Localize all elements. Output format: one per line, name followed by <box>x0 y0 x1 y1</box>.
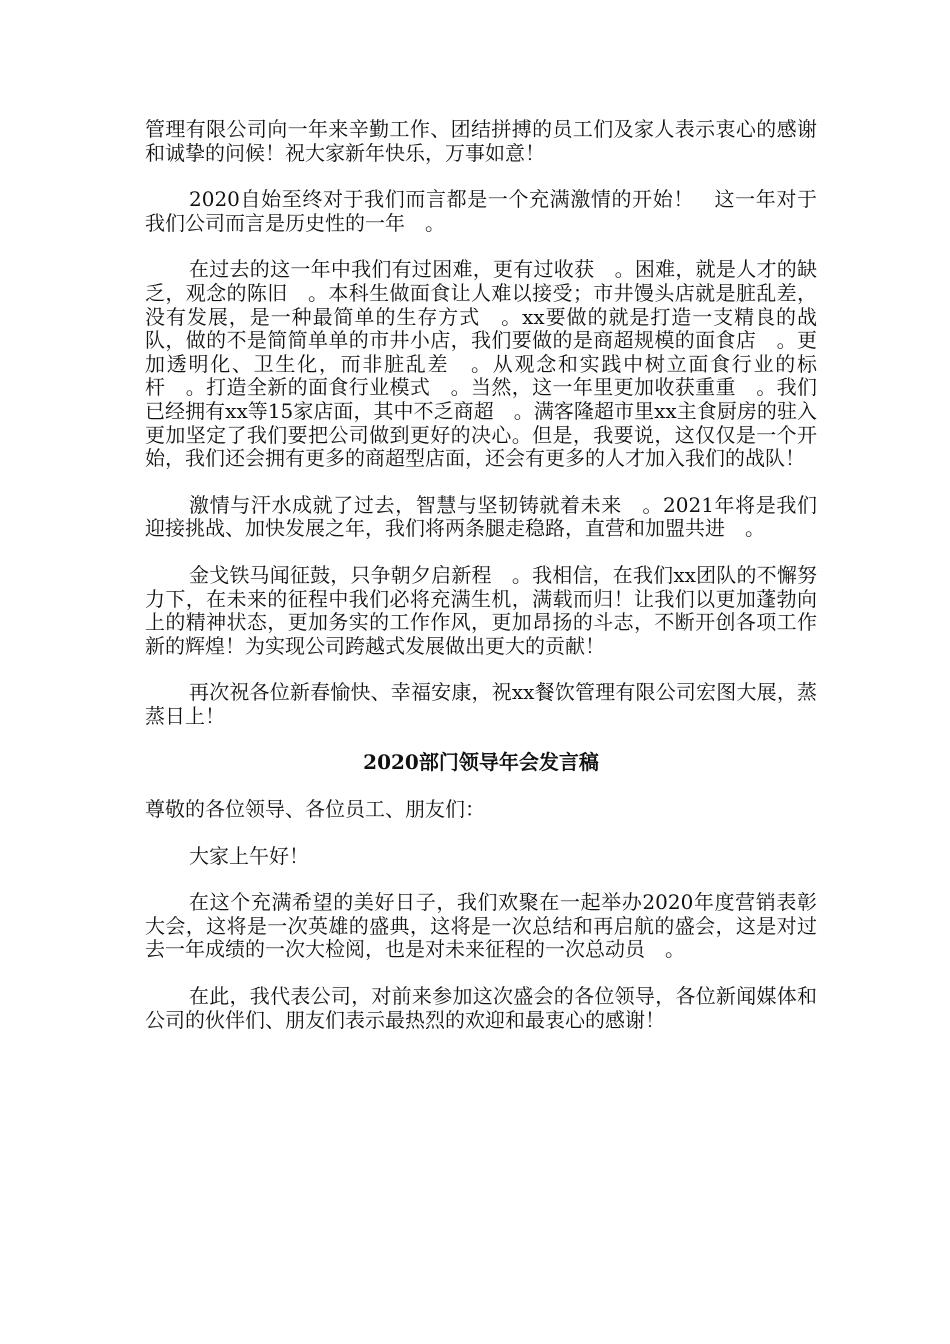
section-heading: 2020部门领导年会发言稿 <box>363 750 599 775</box>
paragraph-new-journey: 金戈铁马闻征鼓，只争朝夕启新程 。我相信，在我们xx团队的不懈努力下，在未来的征程中我们必将充满生机，满载而归！让我们以更加蓬勃向上的精神状态，更加务实的工作作风，更加昂扬的斗志，不断开创各项工作新的辉煌！为实现公司跨越式发展做出更大的贡献！ <box>145 562 817 658</box>
salutation: 尊敬的各位领导、各位员工、朋友们： <box>145 797 485 822</box>
paragraph-passion: 激情与汗水成就了过去，智慧与坚韧铸就着未来 。2021年将是我们迎接挑战、加快发展之年，我们将两条腿走稳路，直营和加盟共进 。 <box>145 492 817 541</box>
paragraph-gathering: 在这个充满希望的美好日子，我们欢聚在一起举办2020年度营销表彰大会，这将是一次英雄的盛典，这将是一次总结和再启航的盛会，这是对过去一年成绩的一次大检阅，也是对未来征程的一次总动员 。 <box>145 890 817 962</box>
paragraph-greeting-continuation: 管理有限公司向一年来辛勤工作、团结拼搏的员工们及家人表示衷心的感谢和诚挚的问候！祝大家新年快乐，万事如意！ <box>145 117 817 165</box>
document-body <box>145 118 817 1055</box>
paragraph-2020-start: 2020自始至终对于我们而言都是一个充满激情的开始！ 这一年对于我们公司而言是历史性的一年 。 <box>145 187 817 235</box>
paragraph-good-morning: 大家上午好！ <box>189 843 309 868</box>
paragraph-welcome: 在此，我代表公司，对前来参加这次盛会的各位领导，各位新闻媒体和公司的伙伴们、朋友们表示最热烈的欢迎和最衷心的感谢！ <box>145 984 817 1032</box>
paragraph-past-year: 在过去的这一年中我们有过困难，更有过收获 。困难，就是人才的缺乏，观念的陈旧 。本科生做面食让人难以接受；市井馒头店就是脏乱差，没有发展，是一种最简单的生存方式 。xx要做的就是打造一支精良的战队，做的不是简简单单的市井小店，我们要做的是商超规模的面食店 。更加透明化、卫生化，而非脏乱差 。从观念和实践中树立面食行业的标杆 。打造全新的面食行业模式 。当然，这一年里更加收获重重 。我们已经拥有xx等15家店面，其中不乏商超 。满客隆超市里xx主食厨房的驻入更加坚定了我们要把公司做到更好的决心。但是，我要说，这仅仅是一个开始，我们还会拥有更多的商超型店面，还会有更多的人才加入我们的战队！ <box>145 257 817 471</box>
paragraph-blessing: 再次祝各位新春愉快、幸福安康，祝xx餐饮管理有限公司宏图大展，蒸蒸日上！ <box>145 680 817 728</box>
